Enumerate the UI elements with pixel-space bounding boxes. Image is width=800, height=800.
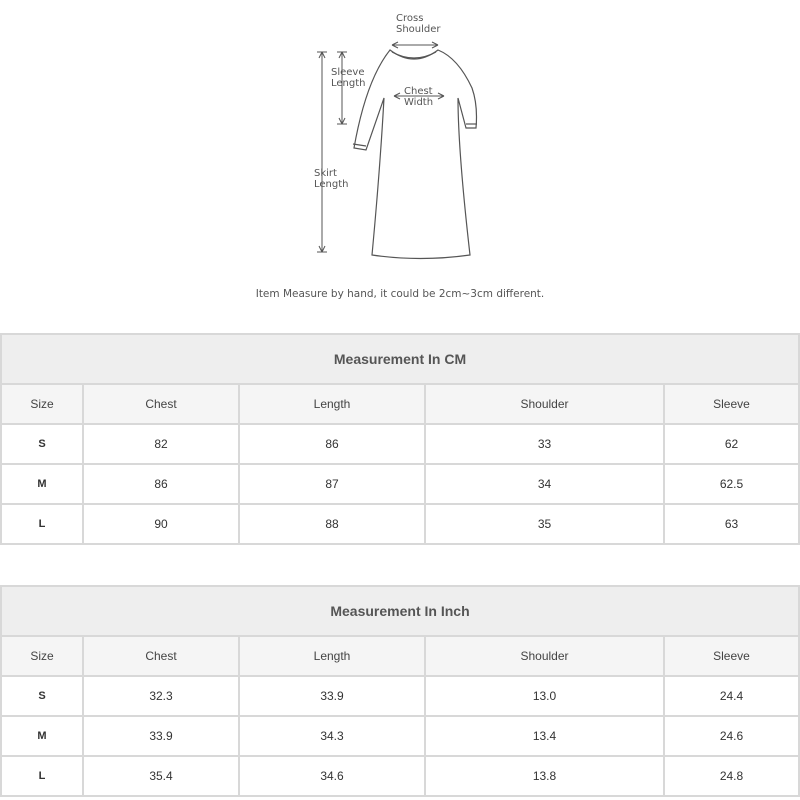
cell-sleeve: 63 (665, 505, 798, 543)
header-size: Size (2, 637, 82, 675)
sleeve-length-label: Sleeve Length (331, 67, 366, 89)
header-shoulder: Shoulder (426, 637, 663, 675)
table-row (2, 757, 798, 795)
cell-chest: 35.4 (84, 757, 238, 795)
measurement-table-cm (0, 333, 800, 545)
cell-sleeve: 24.8 (665, 757, 798, 795)
cell-chest: 82 (84, 425, 238, 463)
cell-chest: 32.3 (84, 677, 238, 715)
cross-shoulder-label: Cross Shoulder (396, 13, 441, 35)
header-length: Length (240, 385, 424, 423)
chest-width-label: Chest Width (404, 86, 434, 108)
cell-sleeve: 62.5 (665, 465, 798, 503)
cell-length: 34.3 (240, 717, 424, 755)
cell-shoulder: 13.8 (426, 757, 663, 795)
cell-shoulder: 33 (426, 425, 663, 463)
header-sleeve: Sleeve (665, 637, 798, 675)
table-row (2, 717, 798, 755)
table-row (2, 425, 798, 463)
cell-sleeve: 24.4 (665, 677, 798, 715)
header-chest: Chest (84, 637, 238, 675)
cell-length: 87 (240, 465, 424, 503)
cell-size: L (2, 505, 82, 543)
cell-size: M (2, 717, 82, 755)
table-title: Measurement In Inch (2, 587, 798, 635)
cell-shoulder: 34 (426, 465, 663, 503)
cell-size: L (2, 757, 82, 795)
cell-size: M (2, 465, 82, 503)
header-chest: Chest (84, 385, 238, 423)
cell-size: S (2, 425, 82, 463)
cell-length: 88 (240, 505, 424, 543)
dress-measurement-diagram (0, 0, 800, 320)
cell-chest: 90 (84, 505, 238, 543)
skirt-length-label: Skirt Length (314, 168, 349, 190)
cell-length: 34.6 (240, 757, 424, 795)
cell-sleeve: 24.6 (665, 717, 798, 755)
cell-chest: 86 (84, 465, 238, 503)
header-shoulder: Shoulder (426, 385, 663, 423)
table-header-row (2, 637, 798, 675)
table-row (2, 465, 798, 503)
cell-size: S (2, 677, 82, 715)
cell-sleeve: 62 (665, 425, 798, 463)
table-row (2, 677, 798, 715)
header-sleeve: Sleeve (665, 385, 798, 423)
cell-shoulder: 35 (426, 505, 663, 543)
table-title: Measurement In CM (2, 335, 798, 383)
cell-shoulder: 13.0 (426, 677, 663, 715)
measurement-table-inch (0, 585, 800, 797)
header-size: Size (2, 385, 82, 423)
measure-note: Item Measure by hand, it could be 2cm~3cm different. (255, 288, 545, 300)
header-length: Length (240, 637, 424, 675)
table-row (2, 505, 798, 543)
cell-length: 86 (240, 425, 424, 463)
cell-shoulder: 13.4 (426, 717, 663, 755)
table-header-row (2, 385, 798, 423)
cell-chest: 33.9 (84, 717, 238, 755)
cell-length: 33.9 (240, 677, 424, 715)
dress-outline-icon (0, 0, 800, 280)
